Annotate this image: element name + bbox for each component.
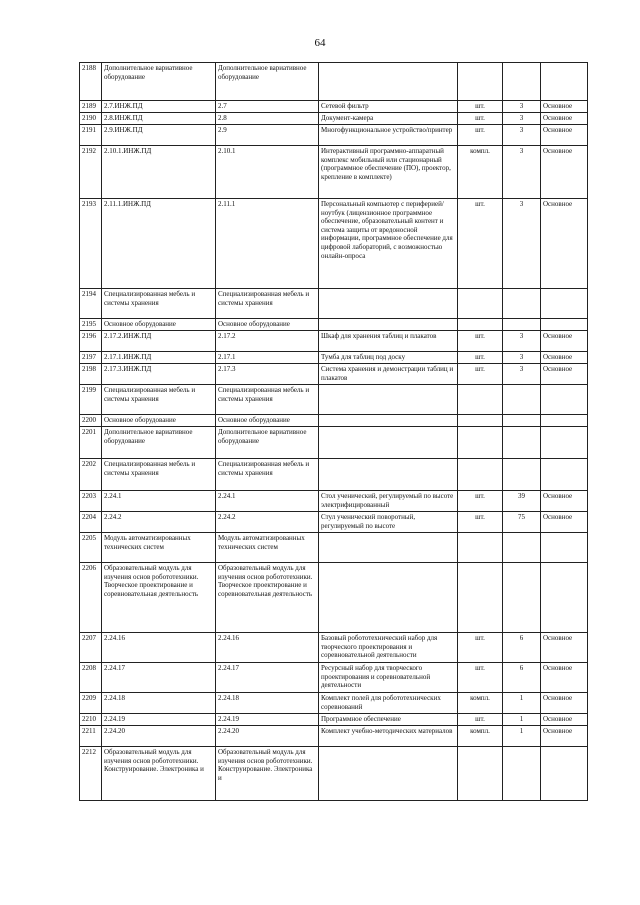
row-number: 2206 — [80, 563, 102, 633]
item-name: Базовый робототехнический набор для творческого проектирования и соревновательной деятельности — [319, 633, 458, 663]
row-number: 2195 — [80, 319, 102, 331]
item-unit: шт. — [458, 331, 503, 352]
page-number: 64 — [314, 37, 326, 49]
item-quantity — [503, 533, 541, 563]
item-type — [541, 459, 588, 491]
item-name: Комплект учебно-методических материалов — [319, 726, 458, 747]
item-name: Шкаф для хранения таблиц и плакатов — [319, 331, 458, 352]
item-name: Тумба для таблиц под доску — [319, 352, 458, 364]
item-quantity — [503, 63, 541, 101]
table-row — [80, 352, 588, 364]
item-code: 2.24.16 — [102, 633, 216, 663]
item-code: Специализированная мебель и системы хранения — [102, 385, 216, 415]
item-name — [319, 385, 458, 415]
item-reference: 2.24.18 — [216, 693, 319, 714]
item-name: Сетевой фильтр — [319, 101, 458, 113]
item-reference: Образовательный модуль для изучения основ робототехники. Конструирование. Электроника и — [216, 747, 319, 801]
row-number: 2203 — [80, 491, 102, 512]
item-reference: 2.24.17 — [216, 663, 319, 693]
item-unit — [458, 533, 503, 563]
item-type: Основное — [541, 663, 588, 693]
row-number: 2201 — [80, 427, 102, 459]
item-name: Стул ученический поворотный, регулируемый по высоте — [319, 512, 458, 533]
item-type: Основное — [541, 352, 588, 364]
item-type — [541, 415, 588, 427]
item-code: Дополнительное вариативное оборудование — [102, 63, 216, 101]
item-name — [319, 63, 458, 101]
row-number: 2204 — [80, 512, 102, 533]
row-number: 2211 — [80, 726, 102, 747]
item-type — [541, 289, 588, 319]
item-type — [541, 533, 588, 563]
row-number: 2199 — [80, 385, 102, 415]
item-quantity: 3 — [503, 364, 541, 385]
item-quantity: 3 — [503, 331, 541, 352]
item-unit — [458, 289, 503, 319]
item-quantity: 1 — [503, 726, 541, 747]
row-number: 2192 — [80, 146, 102, 199]
item-reference: 2.11.1 — [216, 199, 319, 289]
item-code: Дополнительное вариативное оборудование — [102, 427, 216, 459]
item-code: 2.9.ИНЖ.ПД — [102, 125, 216, 146]
item-code: Основное оборудование — [102, 415, 216, 427]
item-unit: компл. — [458, 726, 503, 747]
item-name — [319, 533, 458, 563]
row-number: 2188 — [80, 63, 102, 101]
table-row — [80, 113, 588, 125]
item-unit — [458, 563, 503, 633]
item-name: Интерактивный программно-аппаратный комплекс мобильный или стационарный (программное обеспечение (ПО), проектор, крепление в комплекте) — [319, 146, 458, 199]
item-type: Основное — [541, 714, 588, 726]
item-unit — [458, 385, 503, 415]
item-unit — [458, 747, 503, 801]
item-name: Многофункциональное устройство/принтер — [319, 125, 458, 146]
item-type: Основное — [541, 101, 588, 113]
item-reference: 2.24.19 — [216, 714, 319, 726]
table-row — [80, 533, 588, 563]
item-unit: шт. — [458, 663, 503, 693]
row-number: 2194 — [80, 289, 102, 319]
table-row — [80, 491, 588, 512]
item-unit — [458, 63, 503, 101]
table-row — [80, 101, 588, 113]
item-type: Основное — [541, 113, 588, 125]
item-reference: Дополнительное вариативное оборудование — [216, 63, 319, 101]
item-name — [319, 289, 458, 319]
item-type: Основное — [541, 512, 588, 533]
table-row — [80, 63, 588, 101]
item-unit: шт. — [458, 101, 503, 113]
item-name — [319, 459, 458, 491]
item-reference: Модуль автоматизированных технических систем — [216, 533, 319, 563]
item-name — [319, 427, 458, 459]
row-number: 2189 — [80, 101, 102, 113]
item-quantity — [503, 289, 541, 319]
item-code: Специализированная мебель и системы хранения — [102, 459, 216, 491]
item-type: Основное — [541, 491, 588, 512]
item-code: 2.17.1.ИНЖ.ПД — [102, 352, 216, 364]
item-reference: 2.8 — [216, 113, 319, 125]
item-code: 2.24.18 — [102, 693, 216, 714]
table-row — [80, 289, 588, 319]
item-code: 2.10.1.ИНЖ.ПД — [102, 146, 216, 199]
item-reference: Дополнительное вариативное оборудование — [216, 427, 319, 459]
table-row — [80, 693, 588, 714]
item-unit: шт. — [458, 364, 503, 385]
item-unit: шт. — [458, 512, 503, 533]
table-row — [80, 726, 588, 747]
table-row — [80, 663, 588, 693]
item-quantity — [503, 747, 541, 801]
table-row — [80, 364, 588, 385]
row-number: 2190 — [80, 113, 102, 125]
item-quantity: 3 — [503, 113, 541, 125]
table-row — [80, 146, 588, 199]
item-code: 2.7.ИНЖ.ПД — [102, 101, 216, 113]
item-quantity: 1 — [503, 714, 541, 726]
item-quantity: 3 — [503, 352, 541, 364]
table-row — [80, 563, 588, 633]
table-row — [80, 125, 588, 146]
item-type: Основное — [541, 693, 588, 714]
item-quantity: 3 — [503, 199, 541, 289]
item-type — [541, 747, 588, 801]
item-unit — [458, 319, 503, 331]
item-type: Основное — [541, 331, 588, 352]
item-reference: 2.9 — [216, 125, 319, 146]
table-row — [80, 633, 588, 663]
item-code: 2.24.17 — [102, 663, 216, 693]
item-type — [541, 385, 588, 415]
item-code: Образовательный модуль для изучения основ робототехники. Творческое проектирование и соревновательная деятельность — [102, 563, 216, 633]
item-name — [319, 415, 458, 427]
item-code: Основное оборудование — [102, 319, 216, 331]
item-code: Модуль автоматизированных технических систем — [102, 533, 216, 563]
item-reference: 2.24.2 — [216, 512, 319, 533]
item-name: Комплект полей для робототехнических соревнований — [319, 693, 458, 714]
item-name: Программное обеспечение — [319, 714, 458, 726]
item-unit — [458, 459, 503, 491]
item-quantity: 6 — [503, 633, 541, 663]
item-type: Основное — [541, 125, 588, 146]
item-name: Ресурсный набор для творческого проектирования и соревновательной деятельности — [319, 663, 458, 693]
item-reference: 2.10.1 — [216, 146, 319, 199]
item-reference: 2.24.16 — [216, 633, 319, 663]
row-number: 2212 — [80, 747, 102, 801]
item-unit — [458, 415, 503, 427]
item-code: 2.17.3.ИНЖ.ПД — [102, 364, 216, 385]
item-quantity — [503, 427, 541, 459]
row-number: 2196 — [80, 331, 102, 352]
item-quantity: 3 — [503, 125, 541, 146]
item-quantity: 39 — [503, 491, 541, 512]
item-unit: шт. — [458, 199, 503, 289]
item-type: Основное — [541, 199, 588, 289]
item-code: 2.17.2.ИНЖ.ПД — [102, 331, 216, 352]
table-row — [80, 747, 588, 801]
item-quantity: 3 — [503, 146, 541, 199]
item-unit: компл. — [458, 693, 503, 714]
table-row — [80, 512, 588, 533]
row-number: 2209 — [80, 693, 102, 714]
item-reference: 2.7 — [216, 101, 319, 113]
item-quantity: 75 — [503, 512, 541, 533]
item-code: 2.8.ИНЖ.ПД — [102, 113, 216, 125]
item-quantity — [503, 415, 541, 427]
item-quantity: 1 — [503, 693, 541, 714]
item-code: Образовательный модуль для изучения основ робототехники. Конструирование. Электроника и — [102, 747, 216, 801]
item-type: Основное — [541, 146, 588, 199]
row-number: 2200 — [80, 415, 102, 427]
item-name: Система хранения и демонстрации таблиц и плакатов — [319, 364, 458, 385]
item-reference: Специализированная мебель и системы хранения — [216, 289, 319, 319]
row-number: 2207 — [80, 633, 102, 663]
row-number: 2197 — [80, 352, 102, 364]
item-unit: шт. — [458, 633, 503, 663]
item-code: Специализированная мебель и системы хранения — [102, 289, 216, 319]
item-name — [319, 563, 458, 633]
item-type — [541, 319, 588, 331]
item-quantity — [503, 319, 541, 331]
row-number: 2205 — [80, 533, 102, 563]
item-unit: шт. — [458, 491, 503, 512]
row-number: 2191 — [80, 125, 102, 146]
table-row — [80, 415, 588, 427]
item-type — [541, 563, 588, 633]
item-code: 2.24.1 — [102, 491, 216, 512]
row-number: 2193 — [80, 199, 102, 289]
item-type: Основное — [541, 633, 588, 663]
item-name — [319, 319, 458, 331]
item-quantity — [503, 459, 541, 491]
item-name — [319, 747, 458, 801]
item-reference: 2.17.2 — [216, 331, 319, 352]
item-unit: компл. — [458, 146, 503, 199]
item-reference: Основное оборудование — [216, 415, 319, 427]
item-quantity: 6 — [503, 663, 541, 693]
item-reference: Специализированная мебель и системы хранения — [216, 459, 319, 491]
item-quantity — [503, 385, 541, 415]
table-row — [80, 319, 588, 331]
row-number: 2198 — [80, 364, 102, 385]
item-reference: 2.17.1 — [216, 352, 319, 364]
table-row — [80, 385, 588, 415]
item-unit: шт. — [458, 125, 503, 146]
item-reference: Основное оборудование — [216, 319, 319, 331]
item-unit: шт. — [458, 714, 503, 726]
item-reference: 2.17.3 — [216, 364, 319, 385]
item-quantity: 3 — [503, 101, 541, 113]
item-reference: Образовательный модуль для изучения основ робототехники. Творческое проектирование и соревновательная деятельность — [216, 563, 319, 633]
table-row — [80, 199, 588, 289]
item-type: Основное — [541, 364, 588, 385]
item-unit — [458, 427, 503, 459]
item-reference: Специализированная мебель и системы хранения — [216, 385, 319, 415]
table-row — [80, 427, 588, 459]
item-name: Стол ученический, регулируемый по высоте электрифицированный — [319, 491, 458, 512]
item-code: 2.11.1.ИНЖ.ПД — [102, 199, 216, 289]
item-type — [541, 427, 588, 459]
item-reference: 2.24.1 — [216, 491, 319, 512]
item-unit: шт. — [458, 352, 503, 364]
table-row — [80, 714, 588, 726]
item-quantity — [503, 563, 541, 633]
item-name: Персональный компьютер с периферией/ноутбук (лицензионное программное обеспечение, образовательный контент и система защиты от вредоносной информации, программное обеспечение для цифровой лабораторий, с возможностью онлайн-опроса — [319, 199, 458, 289]
item-code: 2.24.20 — [102, 726, 216, 747]
item-type — [541, 63, 588, 101]
item-name: Документ-камера — [319, 113, 458, 125]
row-number: 2202 — [80, 459, 102, 491]
row-number: 2208 — [80, 663, 102, 693]
item-type: Основное — [541, 726, 588, 747]
item-code: 2.24.2 — [102, 512, 216, 533]
table-body — [80, 63, 588, 801]
item-reference: 2.24.20 — [216, 726, 319, 747]
equipment-table — [79, 62, 588, 801]
row-number: 2210 — [80, 714, 102, 726]
table-row — [80, 331, 588, 352]
item-unit: шт. — [458, 113, 503, 125]
item-code: 2.24.19 — [102, 714, 216, 726]
table-row — [80, 459, 588, 491]
